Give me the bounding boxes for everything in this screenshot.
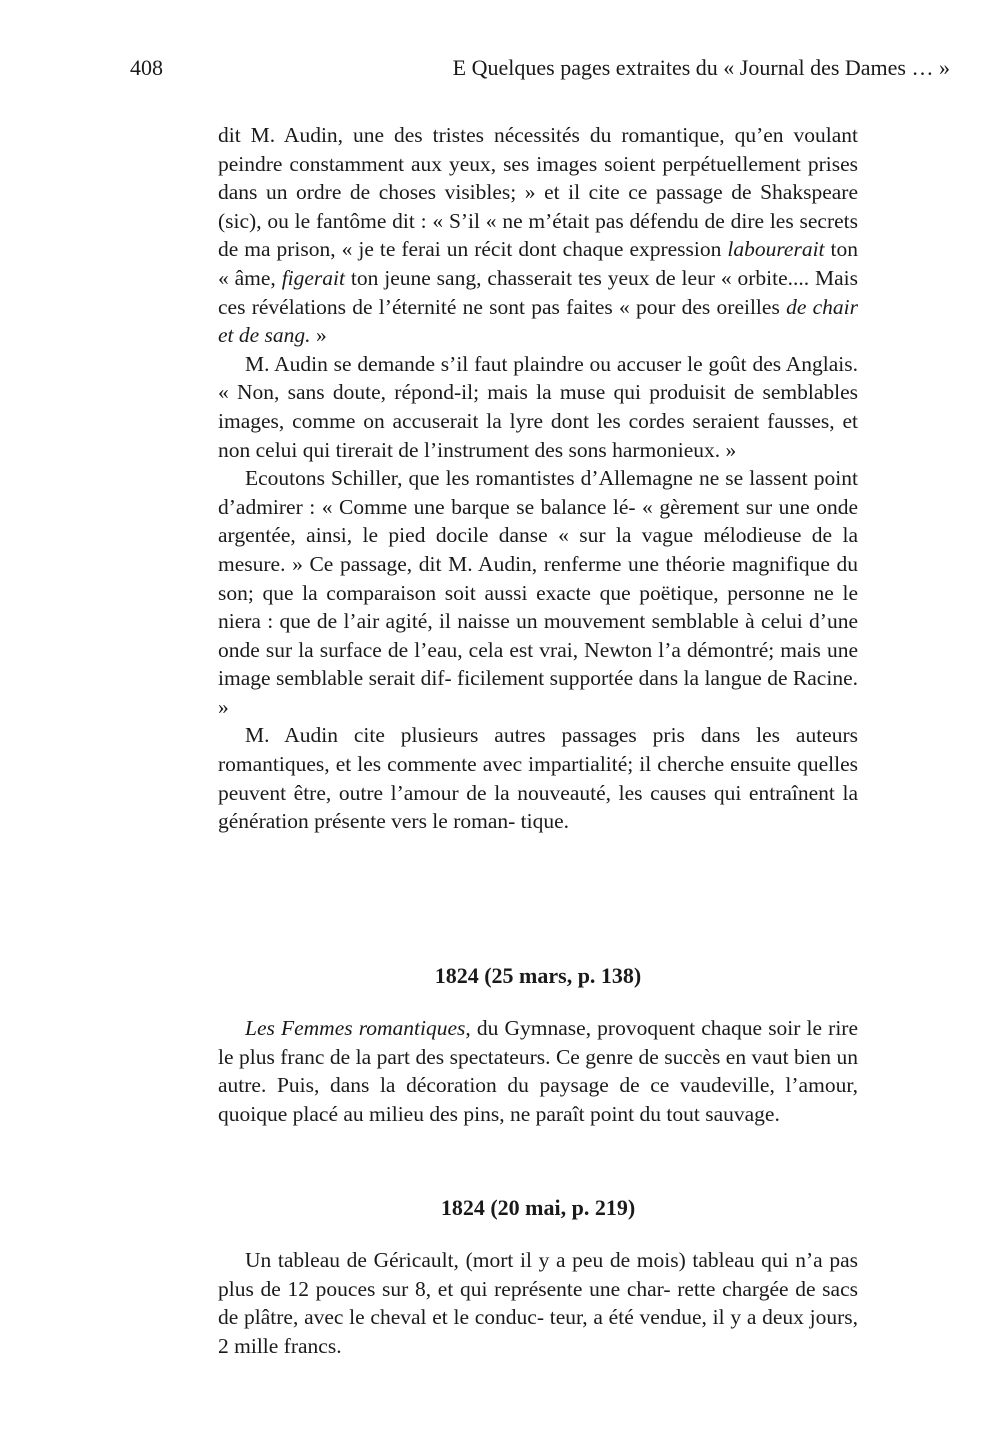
paragraph-quote-shakespeare: [218, 121, 858, 350]
section-20-mai: [218, 1194, 858, 1223]
paragraph-femmes-romantiques: [218, 1014, 858, 1128]
running-title: E Quelques pages extraites du « Journal des Dames … »: [452, 55, 950, 80]
section-20-mai-body: [218, 1246, 858, 1360]
text-run: »: [310, 323, 327, 348]
paragraph-schiller: Ecoutons Schiller, que les romantistes d’Allemagne ne se lassent point d’admirer : « Comme une barque se balance lé- « gèrement sur une onde argentée, ainsi, le pied docile danse « sur la vague mélodieuse de la mesure. » Ce passage, dit M. Audin, renferme une théorie magnifique du son; que la comparaison soit aussi exacte que poëtique, personne ne le niera : que de l’air agité, il naisse un mouvement semblable à celui d’une onde sur la surface de l’eau, cela est vrai, Newton l’a démontré; mais une image semblable serait dif- ficilement supportée dans la langue de Racine. »: [218, 466, 858, 719]
italic-run: figerait: [281, 265, 345, 290]
paragraph-audin: M. Audin cite plusieurs autres passages pris dans les auteurs romantiques, et les commente avec impartialité; il cherche ensuite quelles peuvent être, outre l’amour de la nouveauté, les causes qui entraînent la génération présente vers le roman- tique.: [218, 723, 858, 834]
italic-run: Les Femmes romantiques: [245, 1016, 466, 1040]
section-25-mars-body: [218, 1014, 858, 1128]
text-run: dit M. Audin, une des tristes nécessités du romantique, qu’en voulant peindre constamment aux yeux, ses images soient perpétuellement prises dans un ordre de choses visibles; » et il cite ce passage de Shakspeare (sic), ou le fantôme dit : « S’il « ne m’était pas défendu de dire les secrets de ma prison, « je te ferai un récit dont chaque expression: [218, 123, 858, 262]
section-heading: 1824 (20 mai, p. 219): [440, 1195, 636, 1220]
paragraph-gericault: Un tableau de Géricault, (mort il y a peu de mois) tableau qui n’a pas plus de 12 pouces sur 8, et qui représente une char- rette chargée de sacs de plâtre, avec le cheval et le conduc- teur, a été vendue, il y a deux jours, 2 mille francs.: [218, 1248, 858, 1358]
section-heading: 1824 (25 mars, p. 138): [434, 963, 642, 988]
running-header: [130, 50, 950, 86]
text-run: ton « âme,: [218, 237, 858, 290]
section-25-mars: [218, 962, 858, 991]
page-number: 408: [130, 55, 163, 80]
text-run: , du Gymnase, provoquent chaque soir le rire le plus franc de la part des spectateurs. Ce genre de succès en vaut bien un autre. Puis, dans la décoration du paysage de ce vaudeville, l’amour, quoique placé au milieu des pins, ne paraît point du tout sauvage.: [218, 1016, 858, 1126]
body-text: [218, 121, 858, 836]
italic-run: labourerait: [727, 237, 825, 262]
paragraph-anglais: M. Audin se demande s’il faut plaindre ou accuser le goût des Anglais. « Non, sans doute, répond-il; mais la muse qui produisit de semblables images, comme on accuserait la lyre dont les cordes seraient fausses, et non celui qui tirerait de l’instrument des sons harmonieux. »: [218, 351, 858, 462]
text-run: ton jeune sang, chasserait tes yeux de leur « orbite.... Mais ces révélations de l’éternité ne sont pas faites « pour des oreilles: [218, 265, 858, 319]
italic-run: de chair et de sang.: [218, 294, 858, 348]
